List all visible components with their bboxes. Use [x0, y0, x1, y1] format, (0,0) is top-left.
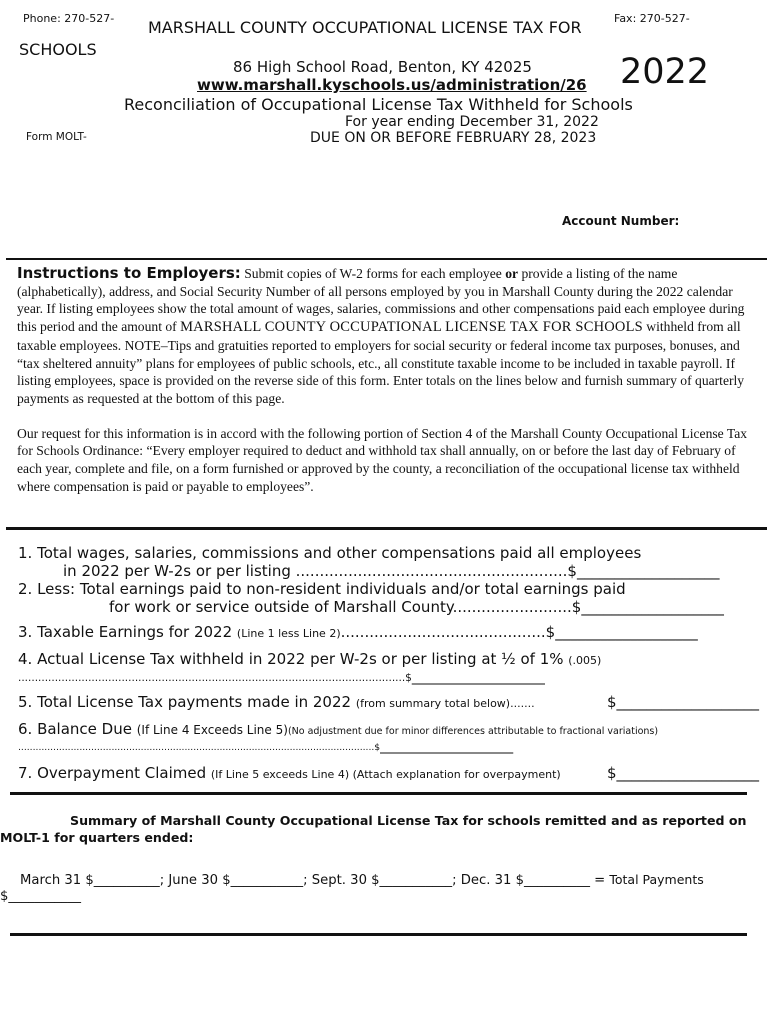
line4-label: 4. Actual License Tax withheld in 2022 per W-2s or per listing at ½ of 1% (.005): [18, 650, 602, 668]
instructions-caps: MARSHALL COUNTY OCCUPATIONAL LICENSE TAX FOR SCHOOLS: [180, 319, 643, 336]
summary-bottom-rule: [10, 933, 747, 936]
line2-input[interactable]: ___________________: [581, 598, 724, 616]
line5-label: 5. Total License Tax payments made in 2022 (from summary total below).......: [18, 693, 535, 711]
phone-label: Phone: 270-527-: [23, 12, 115, 25]
form-title-line1: MARSHALL COUNTY OCCUPATIONAL LICENSE TAX FOR: [148, 18, 582, 37]
form-subtitle: Reconciliation of Occupational License Tax Withheld for Schools: [124, 95, 633, 114]
line2-label: 2. Less: Total earnings paid to non-resident individuals and/or total earnings paid: [18, 580, 626, 598]
line2-label-cont: for work or service outside of Marshall County.........................$___________________: [109, 598, 724, 616]
top-rule: [6, 258, 767, 260]
form-number-label: Form MOLT-: [26, 131, 87, 143]
year-ending: For year ending December 31, 2022: [345, 114, 599, 130]
line6-label: 6. Balance Due (If Line 4 Exceeds Line 5)(No adjustment due for minor differences attributable to fractional variations): [18, 720, 659, 738]
summary-title-line1: Summary of Marshall County Occupational License Tax for schools remitted and as reported on: [70, 813, 747, 828]
line4-input[interactable]: ___________________: [411, 669, 545, 685]
line1-label-cont: in 2022 per W-2s or per listing .........................................................$___________________: [63, 562, 720, 580]
instructions-text-a: Submit copies of W-2 forms for each employee: [240, 266, 506, 281]
line1-label: 1. Total wages, salaries, commissions and other compensations paid all employees: [18, 544, 642, 562]
line3-label: 3. Taxable Earnings for 2022 (Line 1 less Line 2)...........................................$___________________: [18, 623, 698, 641]
form-title-line2: SCHOOLS: [19, 40, 97, 59]
line3-input[interactable]: ___________________: [555, 623, 698, 641]
form-year: 2022: [620, 52, 710, 92]
instructions-text-c: withheld from all taxable employees. NOTE–Tips and gratuities reported to employers for social security or federal income tax purposes, bonuses, and “tax sheltered annuity” plans for employees of public schools, etc., all constitute taxable income to be included in taxable payroll. If listing employees, space is provided on the reverse side of this form. Enter totals on the lines below and furnish summary of quarterly payments as requested at the bottom of this page.: [17, 319, 745, 406]
website-link[interactable]: www.marshall.kyschools.us/administration/26: [197, 76, 587, 94]
ordinance-paragraph: Our request for this information is in accord with the following portion of Section 4 of the Marshall County Occupational License Tax for Schools Ordinance: “Every employer required to deduct and withhold tax shall annually, on or before the last day of February of each year, complete and file, on a form furnished or approved by the county, a reconciliation of the occupational license tax withheld where compensation is paid or payable to employees”.: [17, 425, 748, 494]
instructions-text-b: provide a listing of the name (alphabetically), address, and Social Security Number of all persons employed by you in Marshall County during the 2022 calendar year. If listing employees show the total amount of wages, salaries, commissions and other compensations paid each employee during this period and the amount of: [17, 266, 745, 335]
line1-input[interactable]: ___________________: [576, 562, 720, 580]
quarterly-payments: [20, 872, 704, 888]
summary-title-line2: MOLT-1 for quarters ended:: [0, 830, 194, 845]
line7-input[interactable]: $___________________: [607, 764, 760, 782]
total-payments-label: Total Payments: [609, 872, 704, 887]
lines-bottom-rule: [10, 792, 747, 795]
due-date: DUE ON OR BEFORE FEBRUARY 28, 2023: [310, 130, 597, 146]
instructions-block: [17, 265, 755, 495]
line6-leader: ..........................................................................................................................$___________________: [18, 738, 514, 754]
instructions-or: or: [505, 266, 519, 281]
line6-input[interactable]: ___________________: [380, 738, 514, 754]
quarterly-inputs[interactable]: March 31 $__________; June 30 $___________; Sept. 30 $___________; Dec. 31 $__________ =: [20, 873, 610, 888]
address: 86 High School Road, Benton, KY 42025: [233, 58, 532, 76]
line4-leader: ....................................................................................................................$___________________: [18, 669, 545, 685]
line7-label: 7. Overpayment Claimed (If Line 5 exceeds Line 4) (Attach explanation for overpayment): [18, 764, 561, 782]
account-number-label: Account Number:: [562, 214, 680, 228]
fax-label: Fax: 270-527-: [614, 12, 690, 25]
total-payments-input[interactable]: $___________: [0, 889, 81, 904]
line5-input[interactable]: $___________________: [607, 693, 760, 711]
instructions-bottom-rule: [6, 527, 767, 530]
instructions-paragraph: [17, 265, 755, 408]
instructions-lead: Instructions to Employers:: [17, 264, 241, 282]
